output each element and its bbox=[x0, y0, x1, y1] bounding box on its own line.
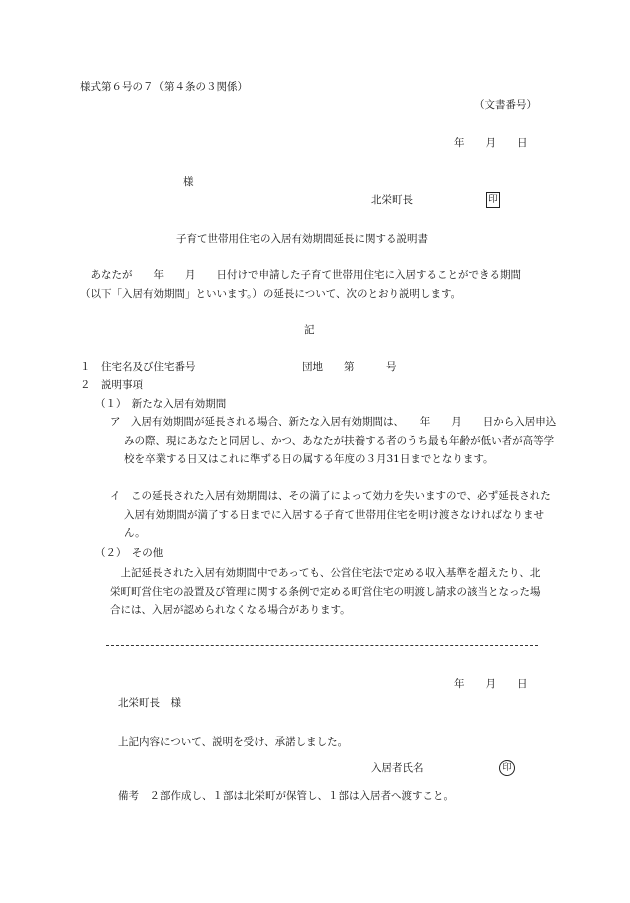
document-title: 子育て世帯用住宅の入居有効期間延長に関する説明書 bbox=[176, 233, 428, 245]
issuer-seal: 印 bbox=[486, 192, 500, 208]
sub-1-heading: （１） 新たな入居有効期間 bbox=[95, 398, 227, 410]
cut-line bbox=[106, 645, 538, 646]
ki-heading: 記 bbox=[304, 324, 315, 336]
form-number: 様式第６号の７（第４条の３関係） bbox=[80, 81, 248, 93]
sub-1-i: イ この延長された入居有効期間は、その満了によって効力を失いますので、必ず延長された入居有効期間が満了する日までに入居する子育て世帯用住宅を明け渡さなければなりません。 bbox=[110, 490, 551, 539]
resident-seal: 印 bbox=[499, 760, 515, 776]
to-mayor: 北栄町長 様 bbox=[118, 697, 181, 709]
sub-2-text: 上記延長された入居有効期間中であっても、公営住宅法で定める収入基準を超えたり、北栄町町営住宅の設置及び管理に関する条例で定める町営住宅の明渡し請求の該当となった場合には、入居が認められなくなる場合があります。 bbox=[110, 567, 541, 616]
document-number: （文書番号） bbox=[474, 99, 537, 111]
sub-1-a: ア 入居有効期間が延長される場合、新たな入居有効期間は、 年 月 日から入居申込みの際、現にあなたと同居し、かつ、あなたが扶養する者のうち最も年齢が低い者が高等学校を卒業する日又はこれに準ずる日の属する年度の３月31日までとなります。 bbox=[110, 416, 557, 465]
date-line-2: 年 月 日 bbox=[454, 678, 528, 690]
date-line: 年 月 日 bbox=[454, 137, 528, 149]
intro-paragraph: あなたが 年 月 日付けで申請した子育て世帯用住宅に入居することができる期間（以下「入居有効期間」といいます。）の延長について、次のとおり説明します。 bbox=[80, 269, 521, 300]
acceptance-text: 上記内容について、説明を受け、承諾しました。 bbox=[118, 736, 349, 748]
item-2-label: ２ 説明事項 bbox=[80, 379, 143, 391]
resident-name-label: 入居者氏名 bbox=[371, 762, 424, 774]
sub-2-heading: （２） その他 bbox=[95, 547, 164, 559]
issuer: 北栄町長 bbox=[371, 194, 413, 206]
addressee-honorific: 様 bbox=[183, 176, 194, 188]
item-1-label: １ 住宅名及び住宅番号 bbox=[80, 361, 196, 373]
remarks: 備考 ２部作成し、１部は北栄町が保管し、１部は入居者へ渡すこと。 bbox=[118, 790, 454, 802]
item-1-fields: 団地 第 号 bbox=[302, 361, 397, 373]
